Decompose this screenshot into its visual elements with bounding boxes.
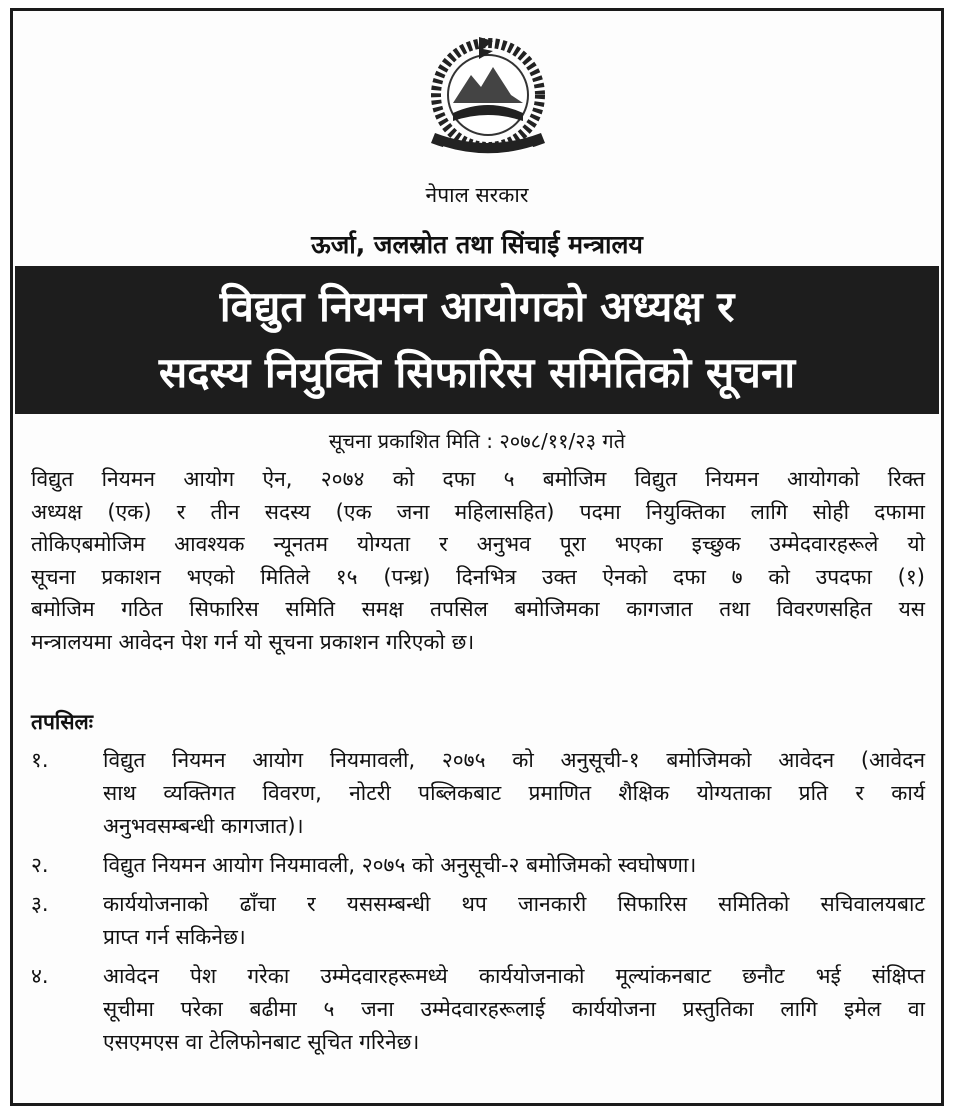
list-item [31,744,925,843]
body-line: बमोजिम गठित सिफारिस समिति समक्ष तपसिल बमोजिमका कागजात तथा विवरणसहित यस [31,597,925,622]
item-text [103,744,925,843]
item-line: विद्युत नियमन आयोग नियमावली, २०७५ को अनुसूची-२ बमोजिमको स्वघोषणा। [103,853,697,877]
notice-title-banner [15,266,939,414]
item-line: प्राप्त गर्न सकिनेछ। [103,925,246,949]
item-text [103,849,925,882]
item-line: सूचीमा परेका बढीमा ५ जना उम्मेदवारहरूलाई कार्ययोजना प्रस्तुतिका लागि इमेल वा [103,997,925,1021]
list-item [31,888,925,954]
item-number: २. [31,853,49,877]
item-text [103,888,925,954]
publication-date: सूचना प्रकाशित मिति : २०७८/११/२३ गते [328,429,626,453]
details-heading: तपसिलः [31,710,94,734]
item-line: विद्युत नियमन आयोग नियमावली, २०७५ को अनुसूची-१ बमोजिमको आवेदन (आवेदन [103,748,925,772]
body-line: मन्त्रालयमा आवेदन पेश गर्न यो सूचना प्रकाशन गरिएको छ। [31,629,475,654]
ministry-name: ऊर्जा, जलस्रोत तथा सिंचाई मन्त्रालय [311,230,643,259]
item-line: आवेदन पेश गरेका उम्मेदवारहरूमध्ये कार्ययोजनाको मूल्यांकनबाट छनौट भई संक्षिप्त [103,964,925,988]
item-line: कार्ययोजनाको ढाँचा र यससम्बन्धी थप जानकारी सिफारिस समितिको सचिवालयबाट [103,892,925,916]
list-item [31,849,925,882]
body-line: विद्युत नियमन आयोग ऐन, २०७४ को दफा ५ बमोजिम विद्युत नियमन आयोगको रिक्त [31,467,925,491]
body-line: तोकिएबमोजिम आवश्यक न्यूनतम योग्यता र अनुभव पूरा भएका इच्छुक उम्मेदवारहरूले यो [31,532,925,557]
nepal-emblem-icon [413,25,563,175]
notice-title-line-1: विद्युत नियमन आयोगको अध्यक्ष र [219,282,735,331]
notice-body [31,463,925,659]
list-item [31,960,925,1059]
item-line: साथ व्यक्तिगत विवरण, नोटरी पब्लिकबाट प्रमाणित शैक्षिक योग्यताका प्रति र कार्य [103,781,925,805]
body-line: अध्यक्ष (एक) र तीन सदस्य (एक जना महिलासहित) पदमा नियुक्तिका लागि सोही दफामा [31,499,925,524]
notice-title-line-2: सदस्य नियुक्ति सिफारिस समितिको सूचना [158,348,796,397]
details-list [31,744,925,1065]
item-line: अनुभवसम्बन्धी कागजात)। [103,814,304,838]
item-number: ३. [31,892,49,916]
item-line: एसएमएस वा टेलिफोनबाट सूचित गरिनेछ। [103,1030,420,1054]
notice-frame [10,8,944,1106]
body-line: सूचना प्रकाशन भएको मितिले १५ (पन्ध्र) दिनभित्र उक्त ऐनको दफा ७ को उपदफा (१) [31,564,925,589]
government-name: नेपाल सरकार [425,183,529,207]
item-number: १. [31,748,49,772]
item-text [103,960,925,1059]
item-number: ४. [31,964,49,988]
